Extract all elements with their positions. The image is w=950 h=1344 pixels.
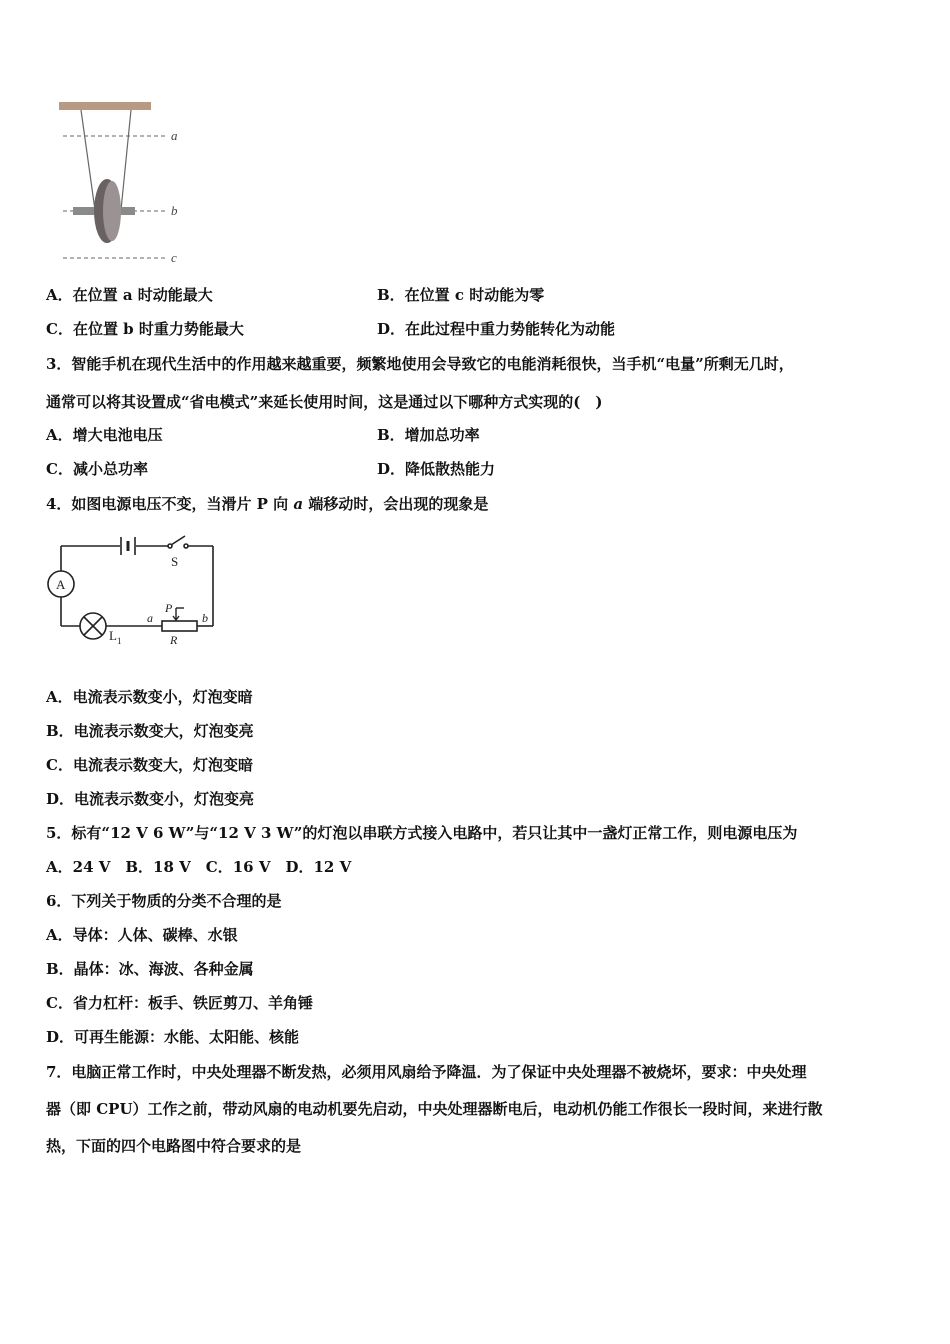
q2-option-d: D．在此过程中重力势能转化为动能 — [377, 320, 616, 338]
lamp-label — [109, 628, 121, 646]
q2-option-b: B．在位置 c 时动能为零 — [377, 286, 545, 304]
slider-icon — [173, 608, 184, 620]
q4-stem-post: 端移动时，会出现的现象是 — [303, 495, 489, 513]
ammeter-label: A — [56, 577, 66, 592]
lamp-label-sub: 1 — [116, 636, 122, 646]
label-c: c — [171, 250, 177, 265]
q6-stem: 6．下列关于物质的分类不合理的是 — [46, 892, 282, 910]
string-left — [81, 110, 95, 210]
q7-stem-line-3: 热，下面的四个电路图中符合要求的是 — [46, 1137, 302, 1155]
q4-stem-pre: 4．如图电源电压不变，当滑片 P 向 — [46, 495, 294, 513]
q5-options: A．24 V B．18 V C．16 V D．12 V — [46, 858, 352, 876]
wheel-rim — [103, 181, 121, 241]
q7-stem-line-2: 器（即 CPU）工作之前，带动风扇的电动机要先启动，中央处理器断电后，电动机仍能工作很长一段时间，来进行散 — [46, 1100, 823, 1118]
q7-stem-line-1: 7．电脑正常工作时，中央处理器不断发热，必须用风扇给予降温．为了保证中央处理器不被烧坏，要求：中央处理 — [46, 1063, 807, 1081]
q3-option-a: A．增大电池电压 — [46, 426, 163, 444]
ceiling-bar — [59, 102, 151, 110]
slider-label: P — [165, 601, 173, 615]
lamp-label-main: L — [109, 628, 117, 643]
maxwell-wheel-figure — [55, 100, 195, 270]
q3-option-d: D．降低散热能力 — [377, 460, 496, 478]
q4-option-a: A．电流表示数变小，灯泡变暗 — [46, 688, 253, 706]
label-a: a — [171, 128, 178, 143]
q4-stem — [46, 494, 488, 514]
q3-stem-line-2: 通常可以将其设置成“省电模式”来延长使用时间，这是通过以下哪种方式实现的( ) — [46, 393, 603, 411]
q3-option-b: B．增加总功率 — [377, 426, 480, 444]
switch-icon — [168, 536, 188, 548]
string-right — [121, 110, 131, 210]
q4-option-d: D．电流表示数变小，灯泡变亮 — [46, 790, 255, 808]
q2-option-c: C．在位置 b 时重力势能最大 — [46, 320, 244, 338]
q3-stem-line-1: 3．智能手机在现代生活中的作用越来越重要，频繁地使用会导致它的电能消耗很快，当手机“电量”所剩无几时， — [46, 355, 794, 373]
q2-option-a: A．在位置 a 时动能最大 — [46, 286, 213, 304]
label-b: b — [171, 203, 178, 218]
end-b-label: b — [202, 611, 208, 625]
q5-stem: 5．标有“12 V 6 W”与“12 V 3 W”的灯泡以串联方式接入电路中，若只让其中一盏灯正常工作，则电源电压为 — [46, 824, 798, 842]
q6-option-a: A．导体：人体、碳棒、水银 — [46, 926, 238, 944]
q4-stem-a: a — [293, 495, 304, 513]
resistor-label: R — [170, 633, 178, 647]
q6-option-c: C．省力杠杆：板手、铁匠剪刀、羊角锤 — [46, 994, 313, 1012]
battery-icon — [121, 537, 135, 555]
lamp-icon — [80, 613, 106, 639]
circuit-diagram — [40, 530, 230, 655]
q3-option-c: C．减小总功率 — [46, 460, 148, 478]
rheostat-icon — [162, 621, 197, 631]
q6-option-b: B．晶体：冰、海波、各种金属 — [46, 960, 254, 978]
switch-label: S — [171, 554, 179, 569]
q6-option-d: D．可再生能源：水能、太阳能、核能 — [46, 1028, 300, 1046]
end-a-label: a — [147, 611, 153, 625]
q4-option-c: C．电流表示数变大，灯泡变暗 — [46, 756, 253, 774]
q4-option-b: B．电流表示数变大，灯泡变亮 — [46, 722, 254, 740]
